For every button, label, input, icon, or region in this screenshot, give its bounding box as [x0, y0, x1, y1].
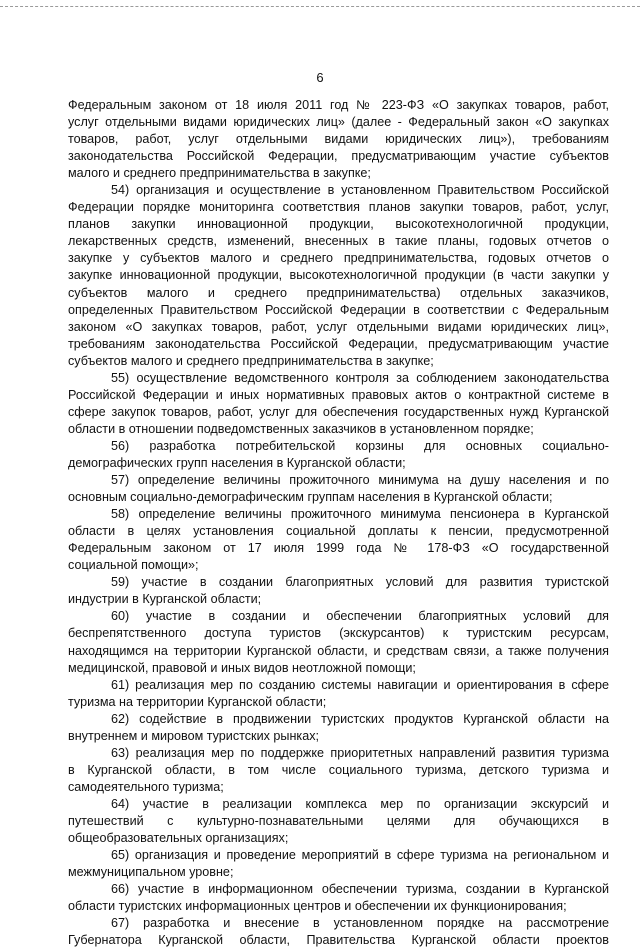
text-line: демографических групп населения в Курганской области; [68, 455, 406, 470]
text-line: Федеральным законом от 17 июля 1999 года № 178-ФЗ «О государственной [68, 541, 609, 556]
text-line: в Курганской области, в том числе социального туризма, детского туризма и [68, 762, 609, 777]
text-line: 65) организация и проведение мероприятий в сфере туризма на региональном и [111, 848, 609, 863]
text-line: субъектов малого и среднего предпринимательства) отдельных заказчиков, [68, 285, 609, 300]
text-line: сфере закупок товаров, работ, услуг для обеспечения государственных нужд Курганской [68, 404, 609, 419]
text-line: 57) определение величины прожиточного минимума на душу населения и по [111, 473, 609, 488]
text-line: субъектов малого и среднего предпринимательства в закупке; [68, 353, 434, 368]
text-line: Федерации порядке мониторинга соответствия планов закупки товаров, работ, услуг, [68, 200, 609, 215]
text-line: 62) содействие в продвижении туристских продуктов Курганской области на [111, 711, 609, 726]
text-line: определенных Правительством Российской Федерации в соответствии с Федеральным [68, 302, 609, 317]
document-body [68, 97, 609, 949]
text-line: межмуниципальном уровне; [68, 865, 234, 880]
text-line: 66) участие в информационном обеспечении туризма, создании в Курганской [111, 882, 609, 897]
text-line: области туристских информационных центров и обеспечении их функционирования; [68, 899, 567, 914]
text-line: области в целях установления социальной доплаты к пенсии, предусмотренной [68, 524, 609, 539]
text-line: области в отношении подведомственных заказчиков в установленном порядке; [68, 421, 534, 436]
text-line: 67) разработка и внесение в установленном порядке на рассмотрение [111, 916, 609, 931]
text-line: малого и среднего предпринимательства в закупке; [68, 166, 371, 181]
text-line: индустрии в Курганской области; [68, 592, 262, 607]
text-line: 59) участие в создании благоприятных условий для развития туристской [111, 575, 609, 590]
text-line: медицинской, правовой и иных видов неотложной помощи; [68, 660, 416, 675]
text-line: беспрепятственного доступа туристов (экскурсантов) к туристским ресурсам, [68, 626, 609, 641]
text-line: лекарственных средств, изменений, внесенных в такие планы, годовых отчетов о [68, 234, 609, 249]
page-number: 6 [316, 70, 324, 85]
text-line: законодательства Российской Федерации, предусматривающим участие субъектов [68, 149, 609, 164]
text-line: 58) определение величины прожиточного минимума пенсионера в Курганской [111, 507, 609, 522]
text-line: 61) реализация мер по созданию системы навигации и ориентирования в сфере [111, 677, 609, 692]
text-line: Федеральным законом от 18 июля 2011 год № 223-ФЗ «О закупках товаров, работ, [68, 98, 609, 112]
text-line: 54) организация и осуществление в установленном Правительством Российской [111, 183, 609, 198]
text-line: основным социально-демографическим группам населения в Курганской области; [68, 490, 553, 505]
text-line: туризма на территории Курганской области; [68, 694, 327, 709]
text-line: требованиям законодательства Российской Федерации, предусматривающим участие [68, 336, 609, 351]
text-line: Российской Федерации и иных нормативных правовых актов о контрактной системе в [68, 387, 609, 402]
text-line: общеобразовательных организациях; [68, 831, 289, 846]
text-line: Губернатора Курганской области, Правительства Курганской области проектов [68, 933, 609, 948]
text-line: находящимся на территории Курганской области, и средствам связи, а также получения [68, 643, 609, 658]
text-line: 64) участие в реализации комплекса мер по организации экскурсий и [111, 796, 609, 811]
text-line: услуг отдельными видами юридических лиц» (далее - Федеральный закон «О закупках [68, 115, 609, 130]
text-line: внутреннем и мировом туристских рынках; [68, 728, 319, 743]
text-line: законом «О закупках товаров, работ, услуг отдельными видами юридических лиц», [68, 319, 609, 334]
text-line: планов закупки инновационной продукции, высокотехнологичной продукции, [68, 217, 609, 232]
text-line: 63) реализация мер по поддержке приоритетных направлений развития туризма [111, 745, 609, 760]
text-line: 55) осуществление ведомственного контроля за соблюдением законодательства [111, 370, 609, 385]
text-line: социальной помощи»; [68, 558, 199, 573]
text-line: товаров, работ, услуг отдельными видами юридических лиц»), требованиям [68, 132, 609, 147]
text-line: закупке инновационной продукции, высокотехнологичной продукции (в части закупки у [68, 268, 609, 283]
text-line: закупке у субъектов малого и среднего предпринимательства, годовых отчетов о [68, 251, 609, 266]
text-line: самодеятельного туризма; [68, 779, 224, 794]
text-line: путешествий с культурно-познавательными целями для обучающихся в [68, 813, 609, 828]
text-line: 60) участие в создании и обеспечении благоприятных условий для [111, 609, 609, 624]
top-border-line [0, 6, 640, 7]
text-line: 56) разработка потребительской корзины для основных социально- [111, 438, 609, 453]
